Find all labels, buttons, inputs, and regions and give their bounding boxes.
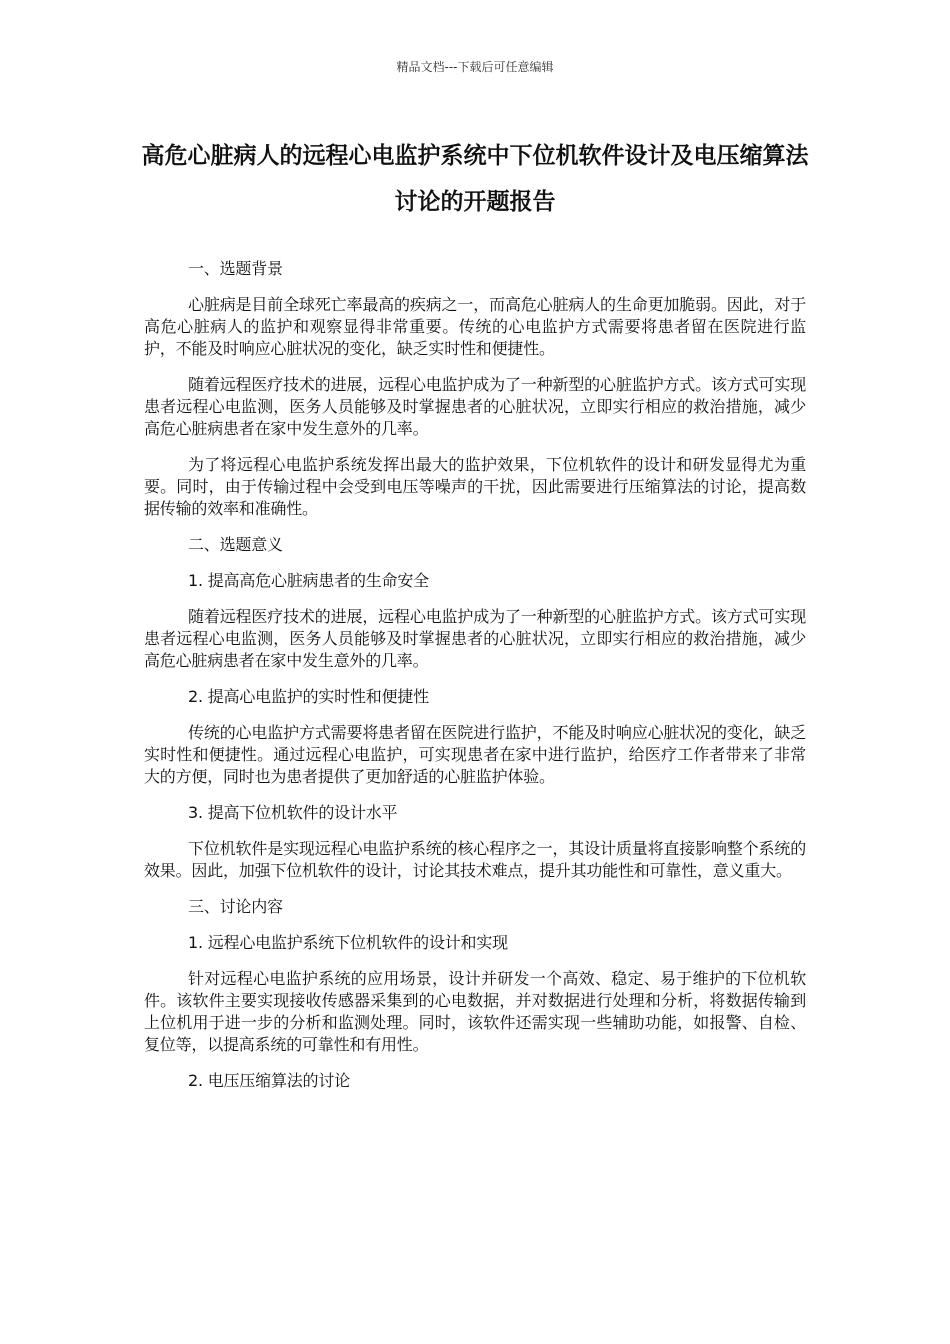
document-title: 高危心脏病人的远程心电监护系统中下位机软件设计及电压缩算法讨论的开题报告 [141, 143, 809, 215]
section-heading-significance: 二、选题意义 [188, 535, 283, 554]
section-heading-content: 三、讨论内容 [188, 897, 283, 916]
paragraph: 心脏病是目前全球死亡率最高的疾病之一，而高危心脏病人的生命更加脆弱。因此，对于高危心脏病人的监护和观察显得非常重要。传统的心电监护方式需要将患者留在医院进行监护，不能及时响应心脏状况的变化，缺乏实时性和便捷性。 [144, 295, 806, 358]
subheading-content-1: 1. 远程心电监护系统下位机软件的设计和实现 [188, 933, 508, 952]
subheading-content-2: 2. 电压压缩算法的讨论 [188, 1071, 350, 1090]
paragraph: 下位机软件是实现远程心电监护系统的核心程序之一，其设计质量将直接影响整个系统的效果。因此，加强下位机软件的设计，讨论其技术难点，提升其功能性和可靠性，意义重大。 [144, 839, 806, 880]
paragraph: 针对远程心电监护系统的应用场景，设计并研发一个高效、稳定、易于维护的下位机软件。该软件主要实现接收传感器采集到的心电数据，并对数据进行处理和分析，将数据传输到上位机用于进一步的分析和监测处理。同时，该软件还需实现一些辅助功能，如报警、自检、复位等，以提高系统的可靠性和有用性。 [144, 969, 806, 1054]
paragraph: 为了将远程心电监护系统发挥出最大的监护效果，下位机软件的设计和研发显得尤为重要。同时，由于传输过程中会受到电压等噪声的干扰，因此需要进行压缩算法的讨论，提高数据传输的效率和准确性。 [144, 455, 806, 518]
paragraph: 随着远程医疗技术的进展，远程心电监护成为了一种新型的心脏监护方式。该方式可实现患者远程心电监测，医务人员能够及时掌握患者的心脏状况，立即实行相应的救治措施，减少高危心脏病患者在家中发生意外的几率。 [144, 375, 806, 438]
subheading-3: 3. 提高下位机软件的设计水平 [188, 803, 398, 822]
document-body [144, 258, 806, 1106]
paragraph: 传统的心电监护方式需要将患者留在医院进行监护，不能及时响应心脏状况的变化，缺乏实时性和便捷性。通过远程心电监护，可实现患者在家中进行监护，给医疗工作者带来了非常大的方便，同时也为患者提供了更加舒适的心脏监护体验。 [144, 723, 806, 786]
paragraph: 随着远程医疗技术的进展，远程心电监护成为了一种新型的心脏监护方式。该方式可实现患者远程心电监测，医务人员能够及时掌握患者的心脏状况，立即实行相应的救治措施，减少高危心脏病患者在家中发生意外的几率。 [144, 607, 806, 670]
header-note: 精品文档---下载后可任意编辑 [396, 60, 554, 74]
subheading-1: 1. 提高高危心脏病患者的生命安全 [188, 571, 429, 590]
section-heading-background: 一、选题背景 [188, 259, 283, 278]
subheading-2: 2. 提高心电监护的实时性和便捷性 [188, 687, 429, 706]
